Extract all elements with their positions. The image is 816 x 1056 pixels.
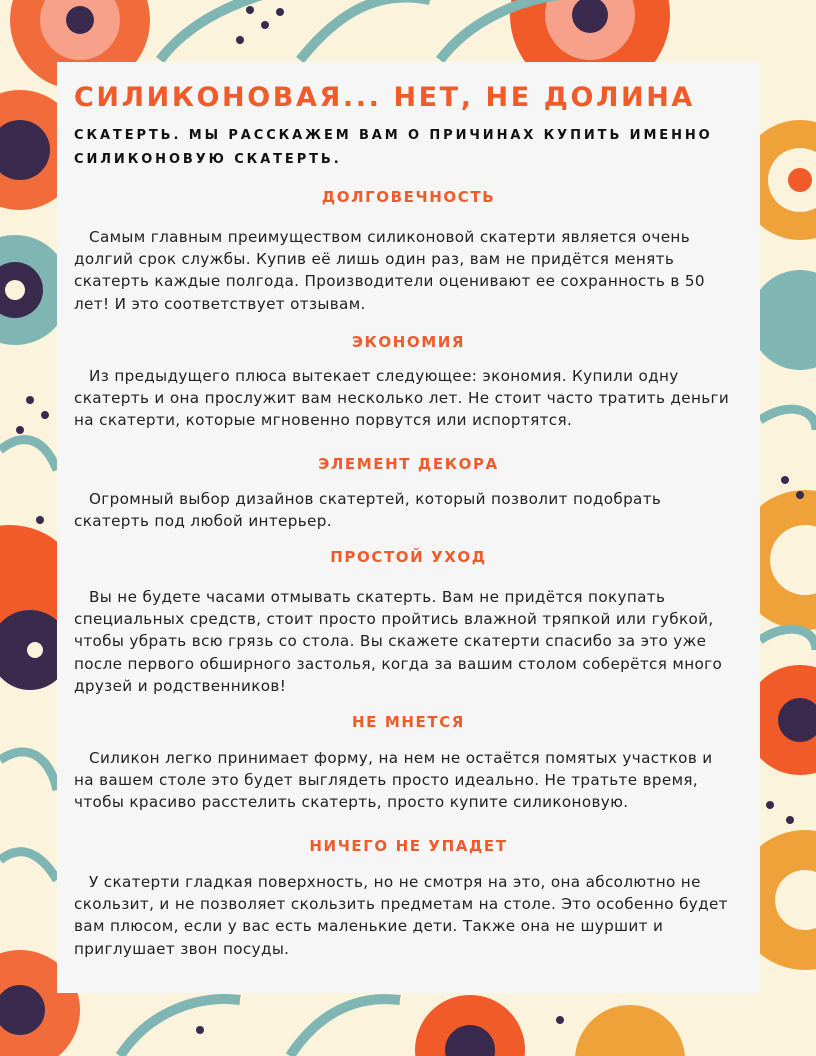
content-card — [57, 62, 760, 993]
section-text: Огромный выбор дизайнов скатертей, который позволит подобрать скатерть под любой интерьер. — [74, 490, 662, 531]
section-heading: НИЧЕГО НЕ УПАДЕТ — [309, 837, 508, 855]
section-text: Самым главным преимуществом силиконовой скатерти является очень долгий срок службы. Купив её лишь один раз, вам не придётся менять скатерть каждые полгода. Производители оценивают ее сохранность в 50 лет! И это соответствует отзывам. — [74, 228, 705, 313]
section-text: Силикон легко принимает форму, на нем не остаётся помятых участков и на вашем столе это будет выглядеть просто идеально. Не тратьте время, чтобы красиво расстелить скатерть, просто купите силиконовую. — [74, 749, 713, 812]
section-heading: ПРОСТОЙ УХОД — [330, 548, 487, 566]
flower-decoration — [415, 995, 525, 1056]
section-heading: НЕ МНЕТСЯ — [352, 713, 465, 731]
page-subtitle: СКАТЕРТЬ. МЫ РАССКАЖЕМ ВАМ О ПРИЧИНАХ КУПИТЬ ИМЕННО СИЛИКОНОВУЮ СКАТЕРТЬ. — [74, 128, 713, 167]
section-heading: ЭКОНОМИЯ — [351, 333, 466, 351]
section-text: У скатерти гладкая поверхность, но не смотря на это, она абсолютно не скользит, и не позволяет скользить предметам на столе. Это особенно будет вам плюсом, если у вас есть маленькие дети. Также она не шуршит и приглушает звон посуды. — [74, 873, 728, 958]
flower-decoration — [575, 1005, 685, 1056]
section-text: Из предыдущего плюса вытекает следующее: экономия. Купили одну скатерть и она прослужит вам несколько лет. Не стоит часто тратить деньги на скатерти, которые мгновенно порвутся или испортятся. — [74, 367, 730, 430]
page-title: СИЛИКОНОВАЯ... НЕТ, НЕ ДОЛИНА — [74, 82, 695, 113]
section-heading: ЭЛЕМЕНТ ДЕКОРА — [318, 455, 499, 473]
section-text: Вы не будете часами отмывать скатерть. Вам не придётся покупать специальных средств, стоит просто пройтись влажной тряпкой или губкой, чтобы убрать всю грязь со стола. Вы скажете скатерти спасибо за это уже после первого обширного застолья, когда за вашим столом соберётся много друзей и родственников! — [74, 588, 723, 695]
section-heading: ДОЛГОВЕЧНОСТЬ — [321, 188, 496, 206]
